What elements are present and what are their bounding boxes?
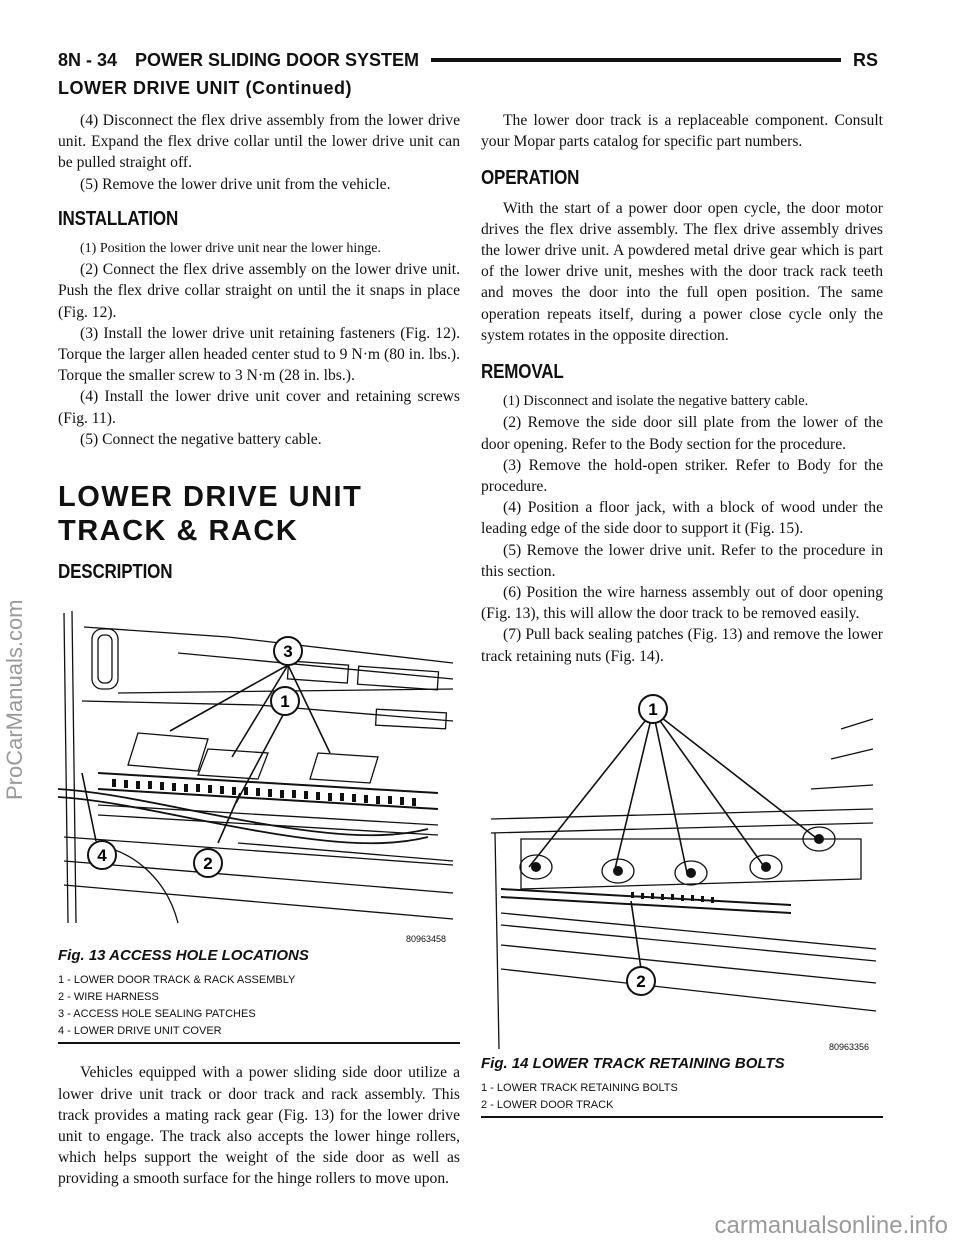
installation-step: (3) Install the lower drive unit retaining fasteners (Fig. 12). Torque the larger allen headed center stud to 9 N·m (80 in. lbs.). Torque the smaller screw to 3 N·m (28 in. lbs.). bbox=[58, 324, 460, 385]
removal-step: (5) Remove the lower drive unit. Refer to the procedure in this section. bbox=[481, 541, 883, 580]
step-5-removal: (5) Remove the lower drive unit from the vehicle. bbox=[80, 175, 391, 193]
step-4-removal: (4) Disconnect the flex drive assembly from the lower drive unit. Expand the flex drive collar until the lower drive unit can be pulled straight off. bbox=[58, 112, 460, 172]
fig13-callout-3: 3 bbox=[283, 642, 293, 662]
left-column bbox=[58, 110, 460, 1190]
legend-item: 1 - LOWER DOOR TRACK & RACK ASSEMBLY bbox=[58, 974, 296, 987]
fig14-callout-2: 2 bbox=[636, 971, 646, 991]
continued-subheader: LOWER DRIVE UNIT (Continued) bbox=[58, 78, 352, 98]
fig13-id: 80963458 bbox=[405, 934, 446, 945]
figure-13 bbox=[58, 593, 460, 1044]
watermark-procarmanuals: ProCarManuals.com bbox=[2, 599, 27, 801]
legend-item: 2 - LOWER DOOR TRACK bbox=[481, 1099, 614, 1112]
right-column bbox=[481, 110, 883, 1118]
installation-step: (2) Connect the flex drive assembly on the lower drive unit. Push the flex drive collar straight on until the it snaps in place (Fig. 12). bbox=[58, 261, 460, 321]
legend-item: 2 - WIRE HARNESS bbox=[58, 991, 159, 1004]
legend-item: 4 - LOWER DRIVE UNIT COVER bbox=[58, 1025, 222, 1038]
installation-step: (4) Install the lower drive unit cover and retaining screws (Fig. 11). bbox=[58, 388, 460, 427]
removal-step: (3) Remove the hold-open striker. Refer to Body for the procedure. bbox=[481, 456, 883, 496]
installation-step: (1) Position the lower drive unit near the lower hinge. bbox=[80, 241, 381, 257]
fig13-callout-2: 2 bbox=[203, 854, 213, 874]
header-model-code: RS bbox=[852, 49, 878, 70]
fig13-legend bbox=[58, 972, 460, 1042]
fig13-callout-1: 1 bbox=[280, 692, 290, 712]
fig14-id: 80963356 bbox=[828, 1041, 869, 1052]
legend-item: 1 - LOWER TRACK RETAINING BOLTS bbox=[481, 1082, 678, 1095]
operation-text: With the start of a power door open cycle, the door motor drives the flex drive assembly. The flex drive assembly drives the lower drive unit. A powdered metal drive gear which is part of the lower drive unit, meshes with the door track rack teeth and moves the door into the full open position. The same operation repeats itself, during a power close cycle only the system rotates in the opposite direction. bbox=[481, 199, 883, 344]
header-rule bbox=[431, 58, 841, 62]
legend-item: 3 - ACCESS HOLE SEALING PATCHES bbox=[58, 1008, 256, 1021]
description-heading: DESCRIPTION bbox=[58, 561, 173, 584]
fig14-callout-1: 1 bbox=[648, 699, 658, 719]
installation-heading: INSTALLATION bbox=[58, 207, 179, 230]
fig14-caption: Fig. 14 LOWER TRACK RETAINING BOLTS bbox=[481, 1054, 785, 1072]
replaceable-note: The lower door track is a replaceable component. Consult your Mopar parts catalog for specific part numbers. bbox=[481, 112, 883, 151]
removal-heading: REMOVAL bbox=[481, 361, 564, 384]
installation-step: (5) Connect the negative battery cable. bbox=[80, 430, 322, 448]
fig14-legend bbox=[481, 1080, 883, 1116]
figure-14-illustration bbox=[481, 689, 883, 1051]
removal-step: (2) Remove the side door sill plate from the lower of the door opening. Refer to the Body section for the procedure. bbox=[481, 414, 883, 453]
removal-step: (6) Position the wire harness assembly out of door opening (Fig. 13), this will allow the door track to be removed easily. bbox=[481, 584, 883, 623]
description-text: Vehicles equipped with a power sliding side door utilize a lower drive unit track or door track and rack assembly. This track provides a mating rack gear (Fig. 13) for the lower drive unit to engage. The track also accepts the lower hinge rollers, which helps support the weight of the side door as well as providing a smooth surface for the hinge rollers to move upon. bbox=[58, 1064, 460, 1188]
removal-step: (1) Disconnect and isolate the negative battery cable. bbox=[503, 393, 809, 410]
fig13-caption: Fig. 13 ACCESS HOLE LOCATIONS bbox=[58, 947, 309, 965]
page-number: 8N - 34 bbox=[58, 49, 118, 70]
figure-13-illustration bbox=[58, 593, 460, 943]
page-header bbox=[58, 48, 878, 72]
figure-14 bbox=[481, 689, 883, 1118]
header-title: POWER SLIDING DOOR SYSTEM bbox=[135, 49, 420, 70]
removal-step: (4) Position a floor jack, with a block of wood under the leading edge of the side door to support it (Fig. 15). bbox=[481, 499, 883, 538]
fig13-callout-4: 4 bbox=[97, 846, 107, 866]
operation-heading: OPERATION bbox=[481, 167, 580, 190]
section-title: LOWER DRIVE UNIT TRACK & RACK bbox=[58, 481, 363, 548]
watermark-carmanualsonline: carmanualsonline.info bbox=[714, 1212, 948, 1239]
removal-step: (7) Pull back sealing patches (Fig. 13) and remove the lower track retaining nuts (Fig. 14). bbox=[481, 626, 883, 665]
